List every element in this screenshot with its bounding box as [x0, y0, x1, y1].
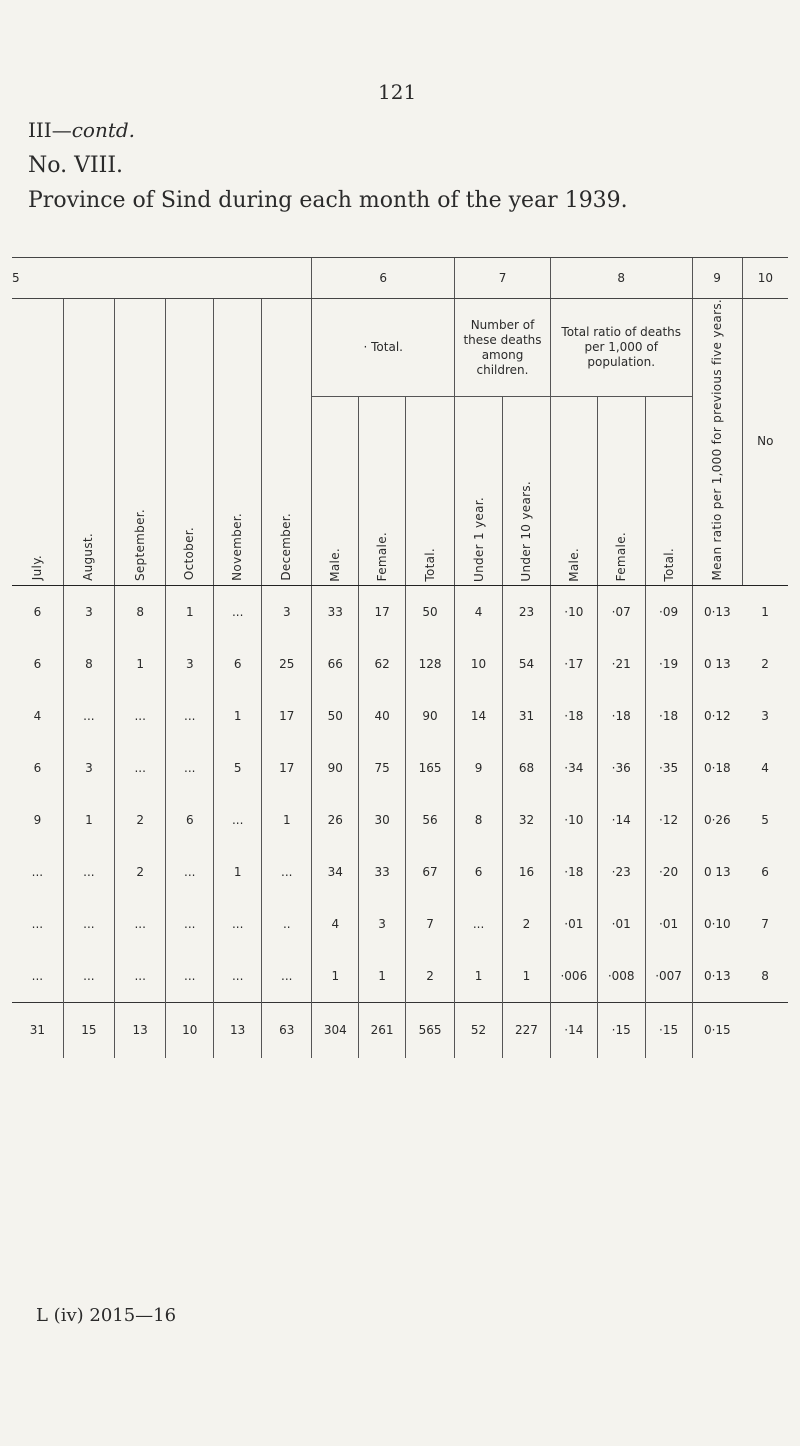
table-cell: 227 — [503, 1002, 551, 1058]
table-cell: 52 — [455, 1002, 503, 1058]
table-cell: ·12 — [645, 794, 692, 846]
table-cell: ... — [115, 690, 166, 742]
table-cell: ... — [31, 968, 44, 983]
table-cell: 1 — [359, 950, 406, 1003]
table-cell: 9 — [33, 812, 42, 827]
continuation-italic: contd. — [71, 118, 136, 142]
table-cell: 3 — [63, 742, 114, 794]
table-cell: 1 — [214, 846, 262, 898]
month-header-november: November. — [214, 299, 262, 586]
table-cell: 0·12 — [692, 690, 742, 742]
continuation-prefix: III— — [28, 118, 72, 142]
table-cell: 13 — [115, 1002, 166, 1058]
table-cell: 33 — [312, 585, 359, 638]
table-cell: ·19 — [645, 638, 692, 690]
table-cell: ... — [63, 898, 114, 950]
table-cell: ... — [31, 916, 44, 931]
table-cell: ·01 — [550, 898, 597, 950]
continuation-label — [28, 118, 135, 142]
table-cell: 4 — [312, 898, 359, 950]
total-header-total: Total. — [406, 397, 455, 585]
col-number-6: 6 — [312, 258, 455, 299]
table-cell: 56 — [406, 794, 455, 846]
table-cell: ... — [262, 950, 312, 1003]
table-row — [12, 846, 788, 898]
table-cell: 0·26 — [692, 794, 742, 846]
group-header-children: Number of these deaths among children. — [455, 299, 551, 397]
table-cell: ·23 — [597, 846, 645, 898]
table-cell: 8 — [761, 968, 769, 983]
table-row — [12, 690, 788, 742]
table-cell: ... — [63, 950, 114, 1003]
table-cell: ·15 — [645, 1002, 692, 1058]
table-row — [12, 585, 788, 638]
col-number-7: 7 — [455, 258, 551, 299]
table-cell: 1 — [761, 604, 769, 619]
ratio-header-female: Female. — [597, 397, 645, 585]
table-cell: 165 — [406, 742, 455, 794]
table-cell: 15 — [63, 1002, 114, 1058]
table-cell: 3 — [359, 898, 406, 950]
table-cell: ·14 — [550, 1002, 597, 1058]
table-cell: 6 — [455, 846, 503, 898]
table-cell: 6 — [33, 760, 42, 775]
table-cell: 25 — [262, 638, 312, 690]
table-cell: ·07 — [597, 585, 645, 638]
group-header-no: No — [742, 299, 788, 586]
table-number: No. VIII. — [28, 153, 124, 178]
table-cell: 3 — [262, 585, 312, 638]
table-cell: 8 — [455, 794, 503, 846]
table-cell: 4 — [33, 708, 42, 723]
table-cell: 0 13 — [692, 846, 742, 898]
table-cell: ·20 — [645, 846, 692, 898]
table-cell: 304 — [312, 1002, 359, 1058]
table-cell: ·15 — [597, 1002, 645, 1058]
table-cell: ·01 — [645, 898, 692, 950]
table-cell: 31 — [12, 1002, 63, 1058]
table-cell: ·09 — [645, 585, 692, 638]
table-row — [12, 742, 788, 794]
table-cell: 1 — [166, 585, 214, 638]
table-cell: 14 — [455, 690, 503, 742]
table-cell: ·10 — [550, 794, 597, 846]
table-cell: ... — [455, 898, 503, 950]
table-cell: 8 — [63, 638, 114, 690]
table-cell: 32 — [503, 794, 551, 846]
table-cell: ·10 — [550, 585, 597, 638]
table-cell: 40 — [359, 690, 406, 742]
table-cell: 26 — [312, 794, 359, 846]
table-cell: 261 — [359, 1002, 406, 1058]
table-cell: 10 — [166, 1002, 214, 1058]
group-header-total: · Total. — [312, 299, 455, 397]
table-cell: ... — [262, 846, 312, 898]
table-cell: 6 — [33, 656, 42, 671]
table-cell: ... — [31, 864, 44, 879]
table-cell: 63 — [262, 1002, 312, 1058]
table-cell: 2 — [406, 950, 455, 1003]
table-cell: ... — [214, 950, 262, 1003]
table-caption: Province of Sind during each month of the year 1939. — [28, 188, 628, 213]
table-row — [12, 898, 788, 950]
table-cell: 0·13 — [692, 950, 742, 1003]
table-cell: 9 — [455, 742, 503, 794]
table-cell: ·21 — [597, 638, 645, 690]
table-body — [12, 585, 788, 1058]
table-cell: ... — [115, 950, 166, 1003]
table-cell: .. — [262, 898, 312, 950]
table-cell: ... — [63, 690, 114, 742]
page-number: 121 — [378, 80, 417, 104]
mortality-table — [12, 257, 788, 1058]
table-cell: 3 — [63, 585, 114, 638]
column-number-row — [12, 258, 788, 299]
month-header-december: December. — [262, 299, 312, 586]
table-cell: 75 — [359, 742, 406, 794]
table-cell: ·008 — [597, 950, 645, 1003]
table-cell: 3 — [166, 638, 214, 690]
table-cell: 10 — [455, 638, 503, 690]
table-cell: ... — [63, 846, 114, 898]
table-cell: 2 — [503, 898, 551, 950]
table-cell: ... — [166, 846, 214, 898]
table-cell: ·01 — [597, 898, 645, 950]
table-cell: ... — [166, 742, 214, 794]
table-row — [12, 950, 788, 1003]
table-cell: ·006 — [550, 950, 597, 1003]
month-header-july: July. — [12, 299, 63, 586]
table-cell: 67 — [406, 846, 455, 898]
table-cell: 2 — [115, 846, 166, 898]
table-cell: ·36 — [597, 742, 645, 794]
table-cell: 565 — [406, 1002, 455, 1058]
table-row — [12, 794, 788, 846]
children-header-under-10: Under 10 years. — [503, 397, 551, 585]
col-number-8: 8 — [550, 258, 692, 299]
total-header-male: Male. — [312, 397, 359, 585]
table-cell: 0 13 — [692, 638, 742, 690]
col-number-10: 10 — [742, 258, 788, 299]
table-cell: 50 — [312, 690, 359, 742]
table-cell: 54 — [503, 638, 551, 690]
table-cell: 34 — [312, 846, 359, 898]
table-cell: 7 — [761, 916, 769, 931]
table-cell: ·34 — [550, 742, 597, 794]
table-cell: 17 — [262, 690, 312, 742]
table-cell: ... — [214, 898, 262, 950]
table-cell: 50 — [406, 585, 455, 638]
table-cell — [742, 1002, 788, 1058]
table-cell: 90 — [406, 690, 455, 742]
table-cell: 66 — [312, 638, 359, 690]
table-cell: 16 — [503, 846, 551, 898]
col-number-5: 5 — [12, 258, 312, 299]
table-cell: 1 — [262, 794, 312, 846]
table-cell: 6 — [166, 794, 214, 846]
table-cell: 1 — [312, 950, 359, 1003]
table-cell: 62 — [359, 638, 406, 690]
table-cell: 0·10 — [692, 898, 742, 950]
table-cell: 8 — [115, 585, 166, 638]
table-cell: 31 — [503, 690, 551, 742]
ratio-header-total: Total. — [645, 397, 692, 585]
table-cell: ... — [214, 794, 262, 846]
table-cell: 3 — [761, 708, 769, 723]
table-cell: 4 — [761, 760, 769, 775]
table-cell: 1 — [63, 794, 114, 846]
ratio-header-male: Male. — [550, 397, 597, 585]
group-header-ratio: Total ratio of deaths per 1,000 of population. — [550, 299, 692, 397]
table-cell: ·18 — [550, 846, 597, 898]
table-cell: 68 — [503, 742, 551, 794]
table-cell: 1 — [503, 950, 551, 1003]
table-cell: ... — [166, 898, 214, 950]
table-cell: ... — [115, 742, 166, 794]
table-cell: ... — [166, 690, 214, 742]
table-cell: 23 — [503, 585, 551, 638]
table-cell: 17 — [262, 742, 312, 794]
group-header-mean-ratio: Mean ratio per 1,000 for previous five years. — [692, 299, 742, 586]
table-cell: ·17 — [550, 638, 597, 690]
table-cell: 0·15 — [692, 1002, 742, 1058]
table-cell: 17 — [359, 585, 406, 638]
table-cell: 128 — [406, 638, 455, 690]
col-number-9: 9 — [692, 258, 742, 299]
table-cell: ·35 — [645, 742, 692, 794]
table-cell: 6 — [33, 604, 42, 619]
table-cell: ... — [166, 950, 214, 1003]
table-cell: 2 — [761, 656, 769, 671]
table-cell: 33 — [359, 846, 406, 898]
table-cell: 1 — [214, 690, 262, 742]
month-header-october: October. — [166, 299, 214, 586]
table-cell: 13 — [214, 1002, 262, 1058]
table-cell: 0·13 — [692, 585, 742, 638]
table-cell: 6 — [761, 864, 769, 879]
table-cell: ·007 — [645, 950, 692, 1003]
table-cell: 1 — [115, 638, 166, 690]
table-cell: 7 — [406, 898, 455, 950]
table-cell: 30 — [359, 794, 406, 846]
total-header-female: Female. — [359, 397, 406, 585]
footer-printer-mark: L (iv) 2015—16 — [36, 1305, 177, 1326]
table-cell: 0·18 — [692, 742, 742, 794]
month-header-august: August. — [63, 299, 114, 586]
table-cell: 5 — [214, 742, 262, 794]
table-cell: ·18 — [645, 690, 692, 742]
table-cell: ... — [214, 585, 262, 638]
table-cell: 90 — [312, 742, 359, 794]
table-cell: 5 — [761, 812, 769, 827]
table-cell: 2 — [115, 794, 166, 846]
table-cell: 6 — [214, 638, 262, 690]
month-header-september: September. — [115, 299, 166, 586]
table-cell: 1 — [455, 950, 503, 1003]
total-row — [12, 1002, 788, 1058]
group-header-row — [12, 299, 788, 397]
table-row — [12, 638, 788, 690]
children-header-under-1: Under 1 year. — [455, 397, 503, 585]
table-cell: ·18 — [597, 690, 645, 742]
table-cell: ·14 — [597, 794, 645, 846]
table-cell: ... — [115, 898, 166, 950]
table-cell: ·18 — [550, 690, 597, 742]
table-cell: 4 — [455, 585, 503, 638]
